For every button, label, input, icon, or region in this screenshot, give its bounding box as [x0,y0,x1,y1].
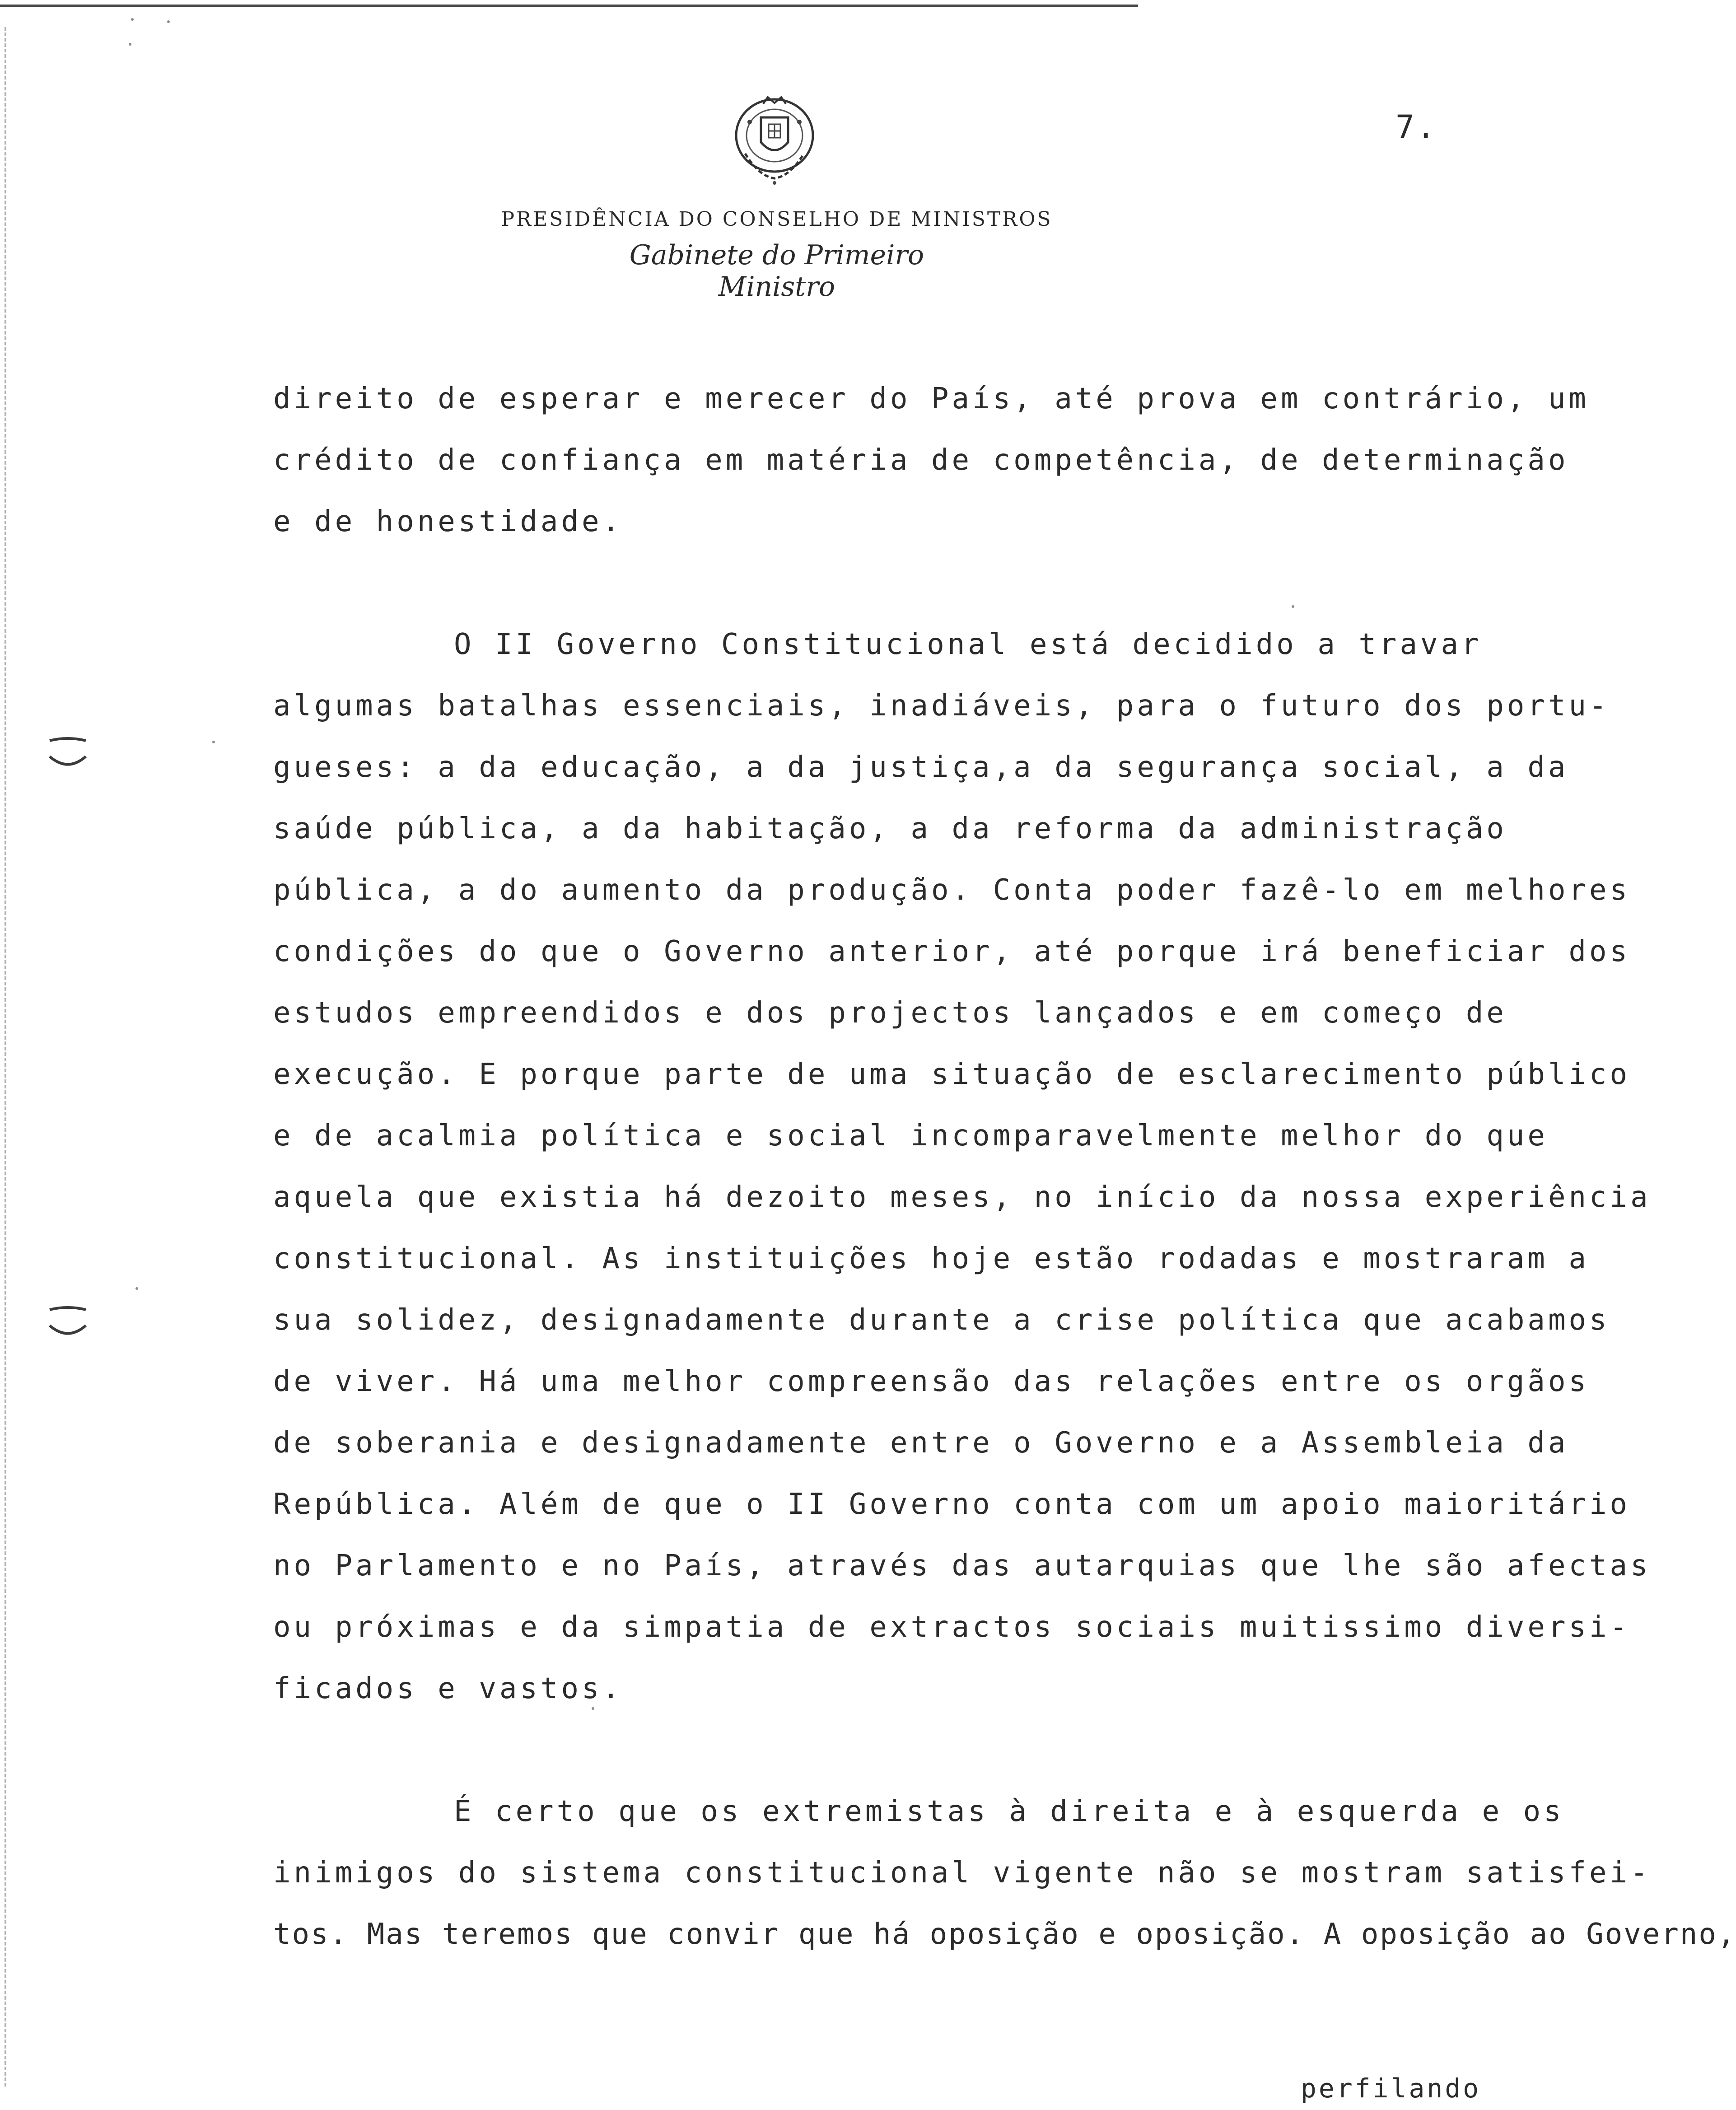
text-line: tos. Mas teremos que convir que há oposição e oposição. A oposição ao Governo, [273,1918,1736,1951]
text-line: estudos empreendidos e dos projectos lançados e em começo de [273,996,1507,1030]
text-line: no Parlamento e no País, através das autarquias que lhe são afectas [273,1549,1651,1582]
text-line: ou próximas e da simpatia de extractos sociais muitissimo diversi- [273,1611,1631,1644]
text-line: constitucional. As instituições hoje estão rodadas e mostraram a [273,1242,1589,1275]
paragraph-gap [273,552,1475,614]
text-line: de viver. Há uma melhor compreensão das relações entre os orgãos [273,1365,1589,1398]
paragraph-2 [273,614,1651,1719]
scan-speck [131,18,134,21]
text-line: pública, a do aumento da produção. Conta poder fazê-lo em melhores [273,873,1631,907]
scan-speck [1292,605,1294,608]
letterhead-subtitle: Gabinete do Primeiro Ministro [629,239,924,303]
text-line: de soberania e designadamente entre o Governo e a Assembleia da [273,1426,1569,1460]
scan-speck [212,741,215,743]
text-line: inimigos do sistema constitucional vigente não se mostram satisfei- [273,1856,1651,1890]
binding-margin-marks [5,27,10,2087]
punch-hole-top [45,736,90,772]
scan-speck [592,1707,594,1710]
text-line: ficados e vastos. [273,1672,623,1705]
document-body [273,368,1736,1965]
paragraph-3 [273,1781,1736,1965]
letterhead-title: PRESIDÊNCIA DO CONSELHO DE MINISTROS [501,208,1053,231]
coat-of-arms-seal-icon [718,86,831,190]
text-line: direito de esperar e merecer do País, até prova em contrário, um [273,382,1589,415]
text-line: algumas batalhas essenciais, inadiáveis, para o futuro dos portu- [273,689,1610,723]
text-line: condições do que o Governo anterior, até porque irá beneficiar dos [273,935,1631,968]
text-line: aquela que existia há dezoito meses, no início da nossa experiência [273,1181,1651,1214]
catchword: perfilando [1301,2073,1481,2104]
text-line: É certo que os extremistas à direita e à esquerda e os [454,1795,1564,1828]
text-line: e de honestidade. [273,505,623,538]
text-line: O II Governo Constitucional está decidido a travar [454,628,1482,661]
text-line: saúde pública, a da habitação, a da reforma da administração [273,812,1507,845]
punch-hole-bottom [45,1305,90,1341]
text-line: execução. E porque parte de uma situação de esclarecimento público [273,1058,1631,1091]
scan-speck [167,20,170,23]
text-line: crédito de confiança em matéria de competência, de determinação [273,443,1569,477]
paragraph-1 [273,368,1589,552]
text-line: gueses: a da educação, a da justiça,a da segurança social, a da [273,751,1569,784]
paragraph-gap [273,1719,1475,1781]
page-number: 7. [1395,108,1437,145]
text-line: sua solidez, designadamente durante a crise política que acabamos [273,1303,1610,1337]
top-border-line [0,5,1138,7]
text-line: República. Além de que o II Governo conta com um apoio maioritário [273,1488,1631,1521]
text-line: e de acalmia política e social incomparavelmente melhor do que [273,1119,1548,1153]
scan-speck [129,43,131,46]
scan-speck [135,1287,138,1290]
